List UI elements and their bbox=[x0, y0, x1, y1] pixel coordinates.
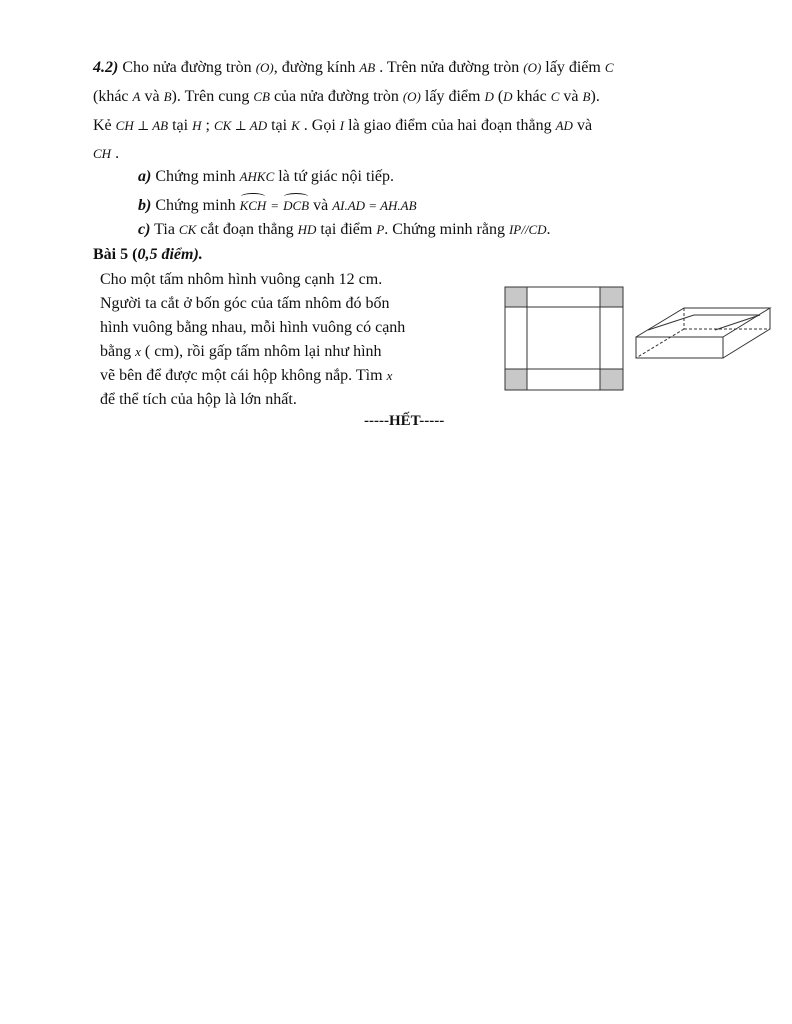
text: . Trên nửa đường tròn bbox=[379, 59, 520, 76]
text: Kẻ bbox=[93, 117, 112, 134]
math: IP//CD bbox=[508, 222, 547, 237]
bai5-line-6: để thể tích của hộp là lớn nhất. bbox=[100, 391, 297, 408]
aluminum-sheet-net bbox=[505, 287, 623, 390]
math: B bbox=[163, 89, 172, 104]
part-c bbox=[138, 220, 551, 240]
math: CH ⊥ AB bbox=[115, 118, 169, 133]
box-top-rim bbox=[636, 308, 770, 337]
math: CK bbox=[178, 222, 197, 237]
corner-square-br bbox=[600, 369, 623, 390]
math: C bbox=[550, 89, 560, 104]
math: A bbox=[132, 89, 141, 104]
corner-square-tl bbox=[505, 287, 527, 307]
part-a bbox=[138, 167, 394, 187]
q42-line-2 bbox=[93, 87, 600, 107]
bai5-title bbox=[93, 245, 203, 265]
text: của nửa đường tròn bbox=[273, 88, 399, 105]
math: AD bbox=[555, 118, 573, 133]
text: tại bbox=[172, 117, 189, 134]
text: ( bbox=[497, 88, 504, 105]
text: lấy điểm bbox=[424, 88, 481, 105]
text: . Gọi bbox=[303, 117, 336, 134]
text: Tia bbox=[154, 221, 175, 238]
text: Bài 5 ( bbox=[93, 246, 138, 263]
text: vẽ bên để được một cái hộp không nắp. Tìm bbox=[100, 367, 383, 384]
part-a-label: a) bbox=[138, 168, 152, 185]
text: , đường kính bbox=[273, 59, 356, 76]
text: 0,5 điểm). bbox=[137, 246, 203, 263]
text: lấy điểm bbox=[545, 59, 601, 76]
corner-square-bl bbox=[505, 369, 527, 390]
text: ( cm), rồi gấp tấm nhôm lại như hình bbox=[144, 343, 382, 360]
math-arc: KCH bbox=[240, 196, 267, 216]
math: D bbox=[484, 89, 494, 104]
text: cắt đoạn thẳng bbox=[200, 221, 294, 238]
text: và bbox=[144, 88, 160, 105]
q42-line-3 bbox=[93, 116, 592, 136]
math: (O) bbox=[255, 60, 274, 75]
math: = bbox=[270, 198, 280, 213]
text: tại điểm bbox=[320, 221, 373, 238]
text: . bbox=[546, 221, 551, 238]
math: AI.AD = AH.AB bbox=[332, 198, 417, 213]
part-b bbox=[138, 196, 417, 216]
box-figure bbox=[500, 282, 780, 394]
text: Chứng minh bbox=[155, 168, 236, 185]
math: x bbox=[386, 368, 393, 383]
text: ; bbox=[205, 117, 210, 134]
q42-label: 4.2) bbox=[93, 59, 119, 76]
text: bằng bbox=[100, 343, 132, 360]
math: CK ⊥ AD bbox=[213, 118, 268, 133]
math: H bbox=[192, 118, 202, 133]
bai5-line-3: hình vuông bằng nhau, mỗi hình vuông có cạnh bbox=[100, 319, 406, 336]
hidden-edge bbox=[636, 329, 684, 358]
text: tại bbox=[271, 117, 288, 134]
bai5-line-2: Người ta cắt ở bốn góc của tấm nhôm đó bốn bbox=[100, 295, 390, 312]
text: Cho nửa đường tròn bbox=[122, 59, 252, 76]
math: P bbox=[376, 222, 385, 237]
text: . Chứng minh rằng bbox=[384, 221, 505, 238]
text: Chứng minh bbox=[155, 197, 236, 214]
box-front bbox=[636, 337, 723, 358]
text: (khác bbox=[93, 88, 129, 105]
text: . bbox=[115, 145, 120, 162]
math: CH bbox=[93, 146, 112, 161]
math: K bbox=[291, 118, 300, 133]
math: (O) bbox=[402, 89, 421, 104]
math-arc: DCB bbox=[283, 196, 309, 216]
part-c-label: c) bbox=[138, 221, 151, 238]
corner-square-tr bbox=[600, 287, 623, 307]
math: (O) bbox=[523, 60, 542, 75]
math: D bbox=[503, 89, 513, 104]
end-mark: -----HẾT----- bbox=[364, 413, 445, 429]
text: và bbox=[313, 197, 329, 214]
part-b-label: b) bbox=[138, 197, 152, 214]
bai5-line-1: Cho một tấm nhôm hình vuông cạnh 12 cm. bbox=[100, 271, 383, 288]
q42-line-1 bbox=[93, 58, 614, 78]
math: I bbox=[339, 118, 345, 133]
text: khác bbox=[516, 88, 547, 105]
box-inner-rim bbox=[648, 315, 760, 330]
text: ). bbox=[590, 88, 600, 105]
bai5-line-4 bbox=[100, 340, 382, 364]
math: x bbox=[135, 344, 141, 359]
math: AHKC bbox=[239, 169, 275, 184]
text: và bbox=[563, 88, 579, 105]
math: HD bbox=[297, 222, 317, 237]
q42-line-4 bbox=[93, 144, 119, 164]
math: CB bbox=[253, 89, 270, 104]
text: là giao điểm của hai đoạn thẳng bbox=[348, 117, 552, 134]
text: là tứ giác nội tiếp. bbox=[278, 168, 394, 185]
math: B bbox=[582, 89, 591, 104]
open-box bbox=[636, 308, 770, 358]
text: và bbox=[576, 117, 593, 134]
bai5-line-5 bbox=[100, 364, 392, 388]
math: AB bbox=[359, 60, 376, 75]
text: ). Trên cung bbox=[171, 88, 250, 105]
math: C bbox=[604, 60, 614, 75]
